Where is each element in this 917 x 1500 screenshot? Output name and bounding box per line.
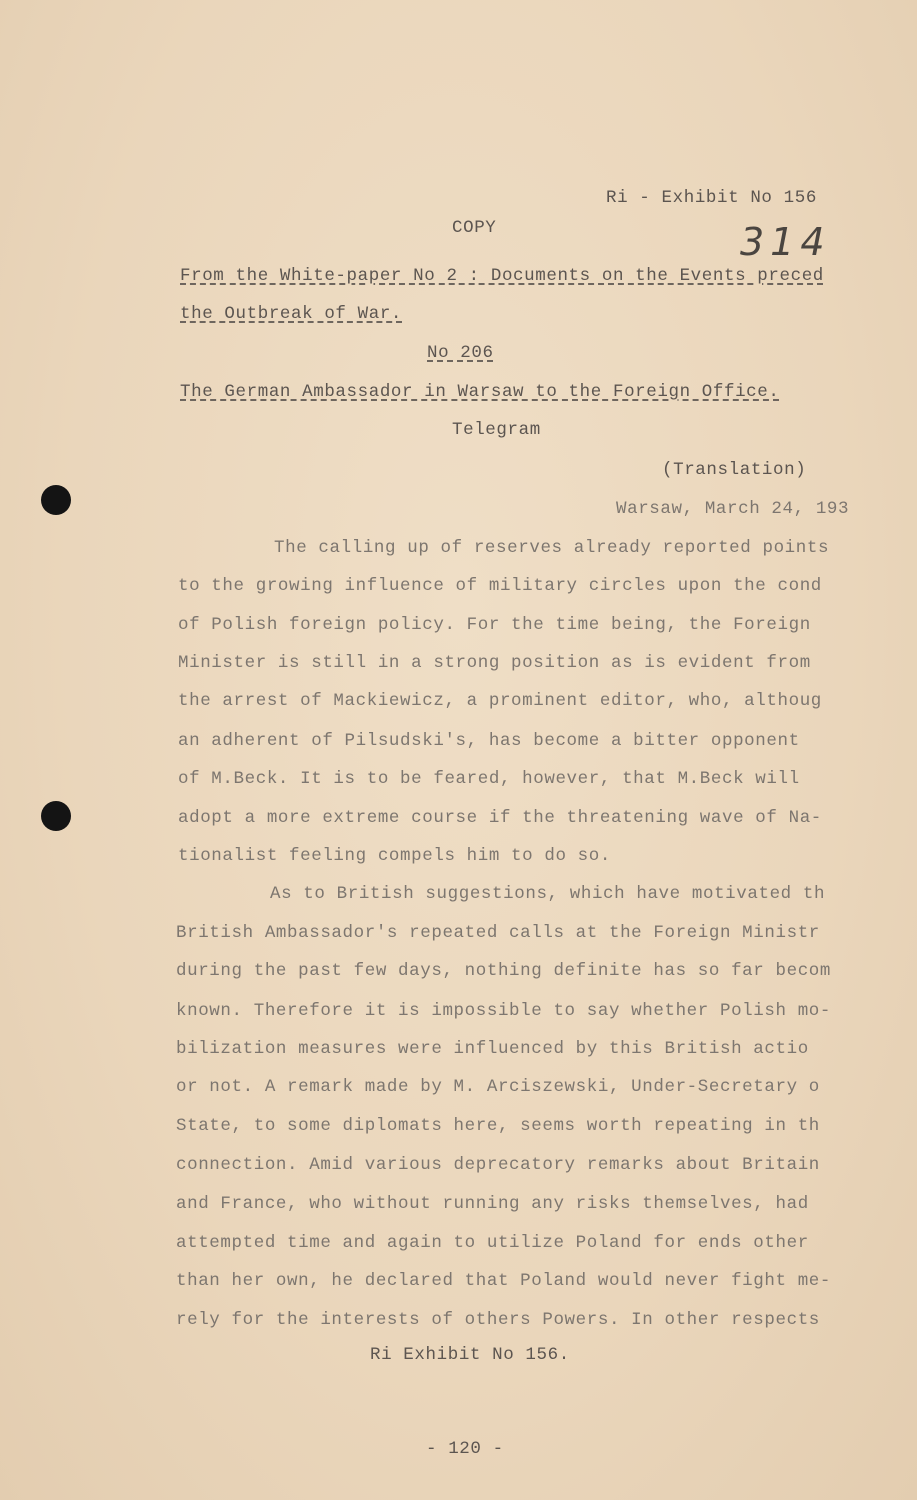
document-type: Telegram <box>452 420 541 440</box>
dateline: Warsaw, March 24, 193 <box>616 499 850 519</box>
body-line: of Polish foreign policy. For the time being, the Foreign <box>178 615 811 635</box>
source-line-1: From the White-paper No 2 : Documents on the Events preced <box>180 266 824 286</box>
body-line: the arrest of Mackiewicz, a prominent editor, who, althoug <box>178 691 822 711</box>
document-title: The German Ambassador in Warsaw to the Foreign Office. <box>180 382 780 402</box>
body-line: connection. Amid various deprecatory remarks about Britain <box>176 1155 820 1175</box>
source-line-2: the Outbreak of War. <box>180 304 403 324</box>
body-line: rely for the interests of others Powers. In other respects <box>176 1310 820 1330</box>
body-line: bilization measures were influenced by this British actio <box>176 1039 809 1059</box>
body-line: an adherent of Pilsudski's, has become a bitter opponent <box>178 731 800 751</box>
body-line: to the growing influence of military circles upon the cond <box>178 576 822 596</box>
body-line: and France, who without running any risks themselves, had <box>176 1194 809 1214</box>
body-line: during the past few days, nothing definite has so far becom <box>176 961 832 981</box>
body-line: or not. A remark made by M. Arciszewski, Under-Secretary o <box>176 1077 820 1097</box>
exhibit-label: Ri - Exhibit No 156 <box>606 188 817 208</box>
body-line: than her own, he declared that Poland would never fight me- <box>176 1271 832 1291</box>
body-line: Minister is still in a strong position as is evident from <box>178 653 811 673</box>
translation-note: (Translation) <box>662 460 807 480</box>
punch-hole-bottom <box>41 801 71 831</box>
footer-exhibit: Ri Exhibit No 156. <box>370 1345 570 1365</box>
body-line: attempted time and again to utilize Poland for ends other <box>176 1233 809 1253</box>
page-number: - 120 - <box>426 1439 504 1459</box>
body-line: tionalist feeling compels him to do so. <box>178 846 611 866</box>
body-line: State, to some diplomats here, seems worth repeating in th <box>176 1116 820 1136</box>
copy-label: COPY <box>452 218 497 238</box>
body-line: The calling up of reserves already reported points <box>274 538 830 558</box>
body-line: of M.Beck. It is to be feared, however, that M.Beck will <box>178 769 800 789</box>
body-line: known. Therefore it is impossible to say whether Polish mo- <box>176 1001 832 1021</box>
punch-hole-top <box>41 485 71 515</box>
body-line: British Ambassador's repeated calls at the Foreign Ministr <box>176 923 820 943</box>
document-number: No 206 <box>427 343 494 363</box>
body-line: As to British suggestions, which have motivated th <box>270 884 826 904</box>
handwritten-page-number: 314 <box>740 220 831 264</box>
body-line: adopt a more extreme course if the threatening wave of Na- <box>178 808 822 828</box>
